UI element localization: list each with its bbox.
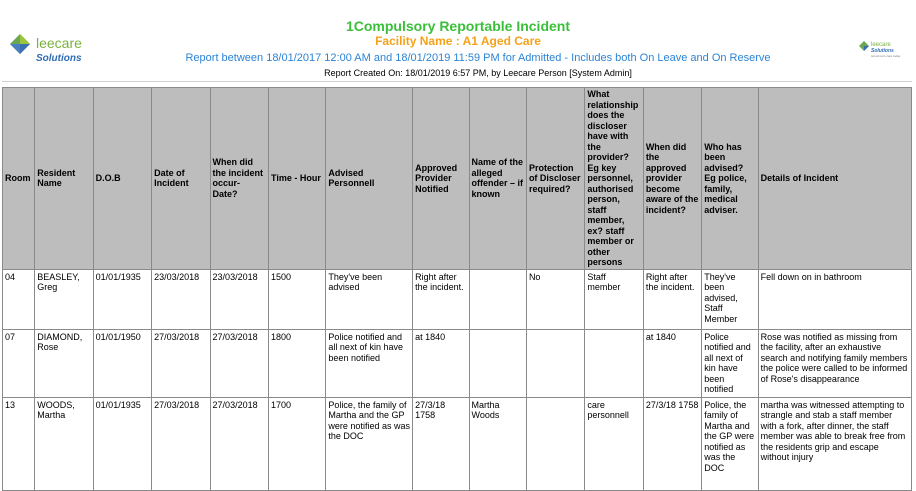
cell-offender: Martha Woods: [469, 397, 526, 490]
col-header-protection-discloser: Protection of Discloser required?: [526, 88, 584, 270]
report-created-on: Report Created On: 18/01/2019 6:57 PM, by Leecare Person [System Admin]: [324, 68, 632, 78]
col-header-when-occur-date: When did the incident occur- Date?: [210, 88, 268, 270]
cell-who-advised: They've been advised, Staff Member: [702, 269, 758, 329]
report-header: [0, 0, 916, 84]
col-header-advised-personnell: Advised Personnell: [326, 88, 413, 270]
cell-resident-name: DIAMOND, Rose: [35, 329, 93, 397]
cell-protection: [526, 397, 584, 490]
cell-time-hour: 1800: [268, 329, 325, 397]
cell-advised-personnel: They've been advised: [326, 269, 413, 329]
col-header-date-of-incident: Date of Incident: [152, 88, 210, 270]
logo-word-leecare: leecare: [871, 42, 891, 48]
cell-dob: 01/01/1935: [93, 269, 151, 329]
leecare-logo-right: [858, 38, 904, 60]
cell-protection: No: [526, 269, 584, 329]
col-header-provider-aware: When did the approved provider become aware of the incident?: [643, 88, 701, 270]
col-header-details: Details of Incident: [758, 88, 911, 270]
cell-protection: [526, 329, 584, 397]
header-divider: [2, 81, 912, 82]
cell-resident-name: BEASLEY, Greg: [35, 269, 93, 329]
cell-date-of-incident: 23/03/2018: [152, 269, 210, 329]
cell-details: Rose was notified as missing from the facility, after an exhaustive search and notifying family members the police were called to be informed of Rose's disappearance: [758, 329, 911, 397]
cell-provider-aware: Right after the incident.: [643, 269, 701, 329]
incident-table: [2, 87, 912, 491]
cell-date-of-incident: 27/03/2018: [152, 329, 210, 397]
col-header-provider-notified: Approved Provider Notified: [413, 88, 469, 270]
table-header-row: [3, 88, 912, 270]
cell-time-hour: 1700: [268, 397, 325, 490]
cell-when-date: 27/03/2018: [210, 397, 268, 490]
cell-provider-notified: 27/3/18 1758: [413, 397, 469, 490]
cell-who-advised: Police, the family of Martha and the GP were notified as was the DOC: [702, 397, 758, 490]
col-header-discloser-relationship: What relationship does the discloser have with the provider? Eg key personnel, authorised person, staff member, ex? staff member or other persons: [585, 88, 643, 270]
col-header-alleged-offender: Name of the alleged offender – if known: [469, 88, 526, 270]
cell-resident-name: WOODS, Martha: [35, 397, 93, 490]
cell-details: martha was witnessed attempting to strangle and stab a staff member with a fork, after dinner, the staff member was able to break free from the residents grip and escape without injury: [758, 397, 911, 490]
cell-room: 13: [3, 397, 35, 490]
cell-who-advised: Police notified and all next of kin have been notified: [702, 329, 758, 397]
cell-advised-personnel: Police notified and all next of kin have been notified: [326, 329, 413, 397]
cell-offender: [469, 329, 526, 397]
col-header-dob: D.O.B: [93, 88, 151, 270]
cell-provider-notified: Right after the incident.: [413, 269, 469, 329]
table-row: [3, 329, 912, 397]
report-range: Report between 18/01/2017 12:00 AM and 18/01/2019 11:59 PM for Admitted - Includes both On Leave and On Reserve: [185, 52, 771, 64]
cell-relationship: [585, 329, 643, 397]
cell-provider-notified: at 1840: [413, 329, 469, 397]
col-header-resident-name: Resident Name: [35, 88, 93, 270]
cell-dob: 01/01/1935: [93, 397, 151, 490]
logo-word-leecare: leecare: [36, 35, 82, 51]
cell-provider-aware: 27/3/18 1758: [643, 397, 701, 490]
cell-dob: 01/01/1950: [93, 329, 151, 397]
report-title: 1Compulsory Reportable Incident: [345, 18, 571, 34]
cell-room: 07: [3, 329, 35, 397]
cell-relationship: care personnell: [585, 397, 643, 490]
col-header-room: Room: [3, 88, 35, 270]
logo-word-solutions: Solutions: [871, 48, 894, 54]
cell-advised-personnel: Police, the family of Martha and the GP were notified as was the DOC: [326, 397, 413, 490]
cell-provider-aware: at 1840: [643, 329, 701, 397]
table-row: [3, 397, 912, 490]
cell-room: 04: [3, 269, 35, 329]
table-row: [3, 269, 912, 329]
cell-time-hour: 1500: [268, 269, 325, 329]
cell-when-date: 23/03/2018: [210, 269, 268, 329]
cell-date-of-incident: 27/03/2018: [152, 397, 210, 490]
col-header-who-advised: Who has been advised? Eg police, family, medical adviser.: [702, 88, 758, 270]
logo-tagline: tomorrow's care today: [871, 54, 901, 58]
cell-details: Fell down on in bathroom: [758, 269, 911, 329]
facility-name: Facility Name : A1 Aged Care: [375, 34, 541, 48]
col-header-time-hour: Time - Hour: [268, 88, 325, 270]
cell-relationship: Staff member: [585, 269, 643, 329]
cell-offender: [469, 269, 526, 329]
cell-when-date: 27/03/2018: [210, 329, 268, 397]
logo-word-solutions: Solutions: [36, 53, 82, 64]
diamond-leaf-icon: [859, 41, 869, 51]
